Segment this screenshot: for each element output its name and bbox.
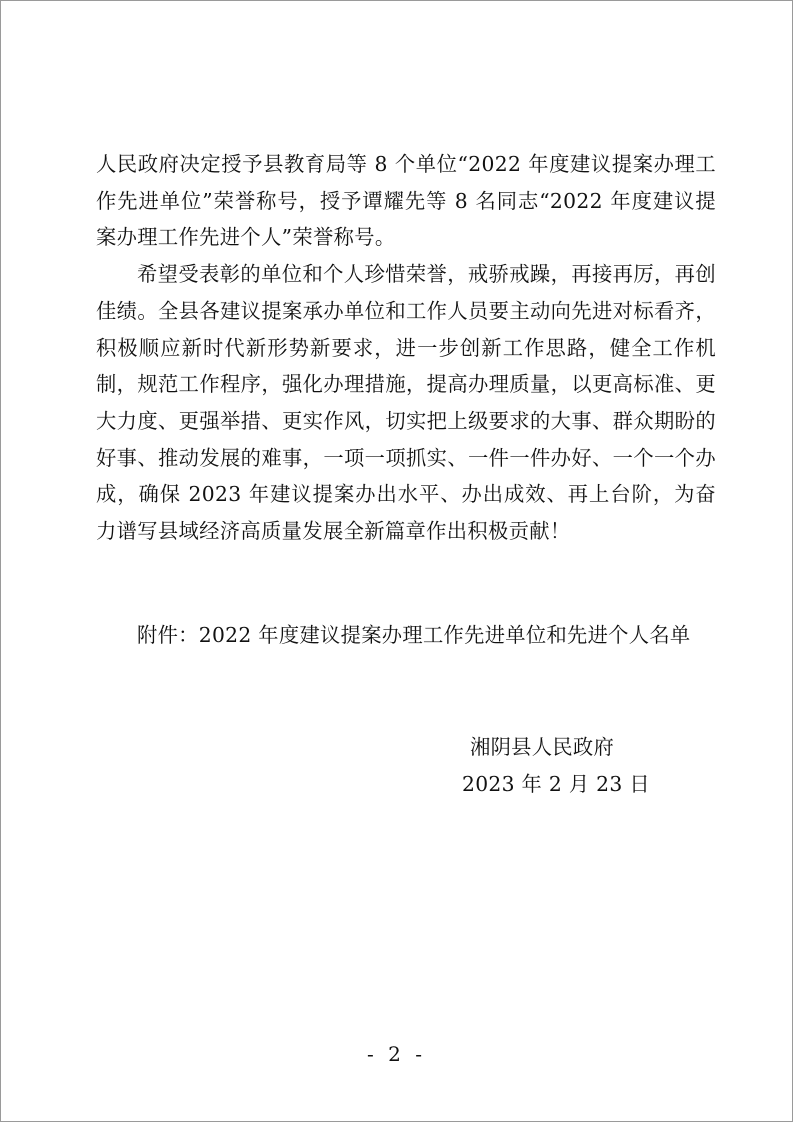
issue-date: 2023 年 2 月 23 日 [462,771,650,796]
paragraph-expectations: 希望受表彰的单位和个人珍惜荣誉，戒骄戒躁，再接再厉，再创佳绩。全县各建议提案承办单位和工作人员要主动向先进对标看齐，积极顺应新时代新形势新要求，进一步创新工作思路，健全工作机制，规范工作程序，强化办理措施，提高办理质量，以更高标准、更大力度、更强举措、更实作风，切实把上级要求的大事、群众期盼的好事、推动发展的难事，一项一项抓实、一件一件办好、一个一个办成，确保 2023 年建议提案办出水平、办出成效、再上台阶，为奋力谱写县域经济高质量发展全新篇章作出积极贡献！ [96,262,716,544]
signature-block [462,729,650,802]
paragraph-commendation-decision: 人民政府决定授予县教育局等 8 个单位“2022 年度建议提案办理工作先进单位”荣誉称号，授予谭耀先等 8 名同志“2022 年度建议提案办理工作先进个人”荣誉称号。 [96,152,716,250]
document-body [96,146,716,550]
page-number: - 2 - [367,1042,426,1066]
issuing-organization: 湘阴县人民政府 [470,735,615,759]
attachment-note: 附件：2022 年度建议提案办理工作先进单位和先进个人名单 [137,623,691,647]
